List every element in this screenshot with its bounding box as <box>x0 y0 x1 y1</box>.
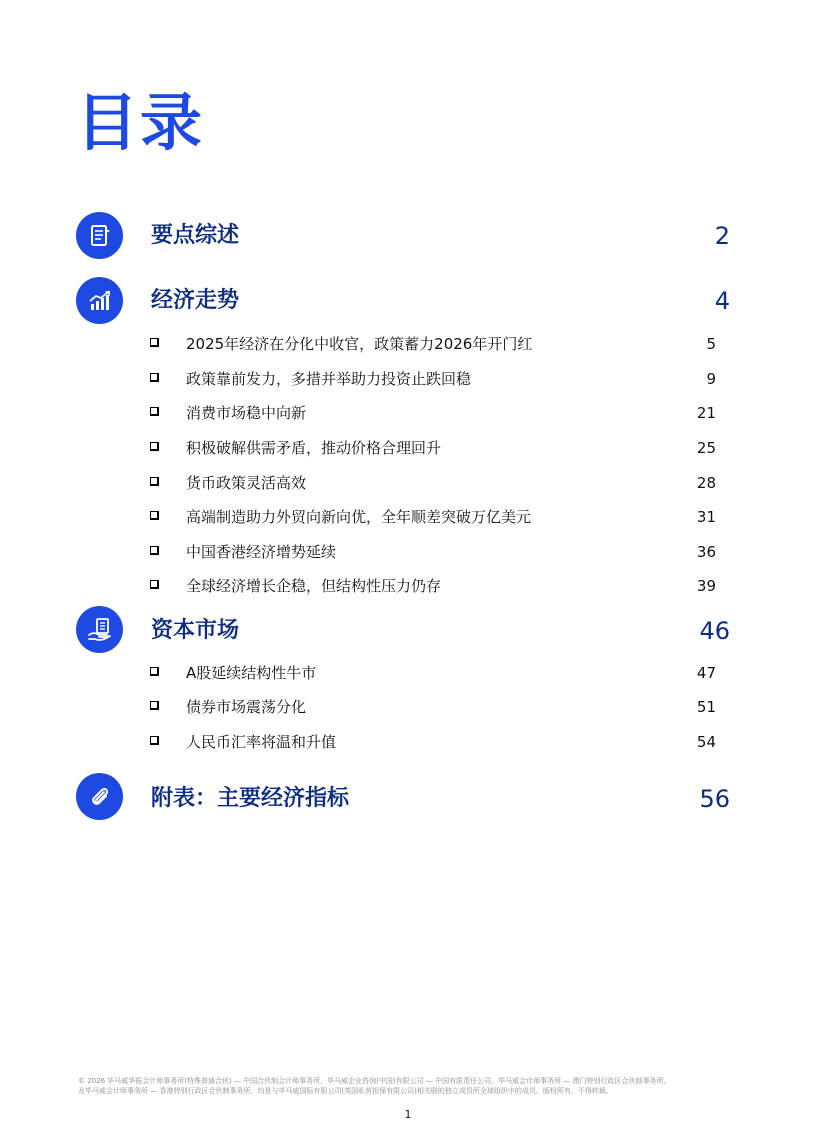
copyright-line: 及毕马威会计师事务所 — 香港特别行政区合伙制事务所，均是与毕马威国际有限公司(英国私营担保有限公司)相关联的独立成员所全球组织中的成员。版权所有，不得转载。 <box>78 1087 613 1095</box>
toc-item-label: 债券市场震荡分化 <box>186 698 307 716</box>
page-title: 目录 <box>76 86 205 159</box>
toc-item-page: 5 <box>706 335 716 353</box>
toc-item-page: 51 <box>696 698 716 716</box>
section-icon-circle <box>76 277 123 324</box>
hand-document-icon <box>86 616 114 644</box>
toc-item[interactable] <box>150 506 716 528</box>
copyright-notice <box>78 1076 740 1096</box>
section-page-number[interactable]: 56 <box>699 785 730 813</box>
checkbox-bullet-icon <box>150 580 159 589</box>
toc-item-label: A股延续结构性牛市 <box>186 664 317 682</box>
toc-item[interactable] <box>150 368 716 390</box>
toc-item-label: 中国香港经济增势延续 <box>186 543 337 561</box>
section-page-number[interactable]: 2 <box>714 222 730 250</box>
section-page-number[interactable]: 4 <box>714 287 730 315</box>
trending-chart-icon <box>87 288 113 314</box>
checkbox-bullet-icon <box>150 373 159 382</box>
checkbox-bullet-icon <box>150 701 159 710</box>
toc-item[interactable] <box>150 437 716 459</box>
toc-item[interactable] <box>150 696 716 718</box>
checkbox-bullet-icon <box>150 667 159 676</box>
toc-item[interactable] <box>150 541 716 563</box>
toc-item-label: 全球经济增长企稳，但结构性压力仍存 <box>186 577 442 595</box>
section-page-number[interactable]: 46 <box>699 617 730 645</box>
toc-item-label: 货币政策灵活高效 <box>186 474 307 492</box>
toc-item-label: 高端制造助力外贸向新向优，全年顺差突破万亿美元 <box>186 508 532 526</box>
toc-item-label: 政策靠前发力，多措并举助力投资止跌回稳 <box>186 370 472 388</box>
toc-item-page: 25 <box>696 439 716 457</box>
section-icon-circle <box>76 773 123 820</box>
toc-item-page: 36 <box>696 543 716 561</box>
toc-item[interactable] <box>150 662 716 684</box>
toc-item[interactable] <box>150 333 716 355</box>
section-title[interactable]: 经济走势 <box>151 288 240 313</box>
toc-item-page: 28 <box>696 474 716 492</box>
checkbox-bullet-icon <box>150 442 159 451</box>
section-title[interactable]: 资本市场 <box>151 618 240 643</box>
checkbox-bullet-icon <box>150 511 159 520</box>
toc-item-label: 2025年经济在分化中收官，政策蓄力2026年开门红 <box>186 335 533 353</box>
checkbox-bullet-icon <box>150 546 159 555</box>
toc-item-label: 人民币汇率将温和升值 <box>186 733 337 751</box>
toc-item-page: 39 <box>696 577 716 595</box>
copyright-line: © 2026 毕马威华振会计师事务所(特殊普通合伙) — 中国合伙制会计师事务所，毕马威企业咨询(中国)有限公司 — 中国有限责任公司，毕马威会计师事务所 — 澳门特别行政区合伙制事务所， <box>78 1077 671 1085</box>
checkbox-bullet-icon <box>150 338 159 347</box>
page-number: 1 <box>404 1108 412 1121</box>
toc-item-page: 21 <box>696 404 716 422</box>
toc-item-label: 积极破解供需矛盾，推动价格合理回升 <box>186 439 442 457</box>
section-title[interactable]: 要点综述 <box>151 223 240 248</box>
toc-item-page: 54 <box>696 733 716 751</box>
toc-item-page: 9 <box>706 370 716 388</box>
toc-item[interactable] <box>150 472 716 494</box>
document-icon <box>87 223 113 249</box>
checkbox-bullet-icon <box>150 736 159 745</box>
toc-item[interactable] <box>150 402 716 424</box>
section-icon-circle <box>76 212 123 259</box>
paperclip-icon <box>87 784 113 810</box>
section-title[interactable]: 附表：主要经济指标 <box>151 786 350 811</box>
toc-item[interactable] <box>150 731 716 753</box>
toc-item[interactable] <box>150 575 716 597</box>
section-icon-circle <box>76 606 123 653</box>
toc-item-page: 47 <box>696 664 716 682</box>
checkbox-bullet-icon <box>150 477 159 486</box>
checkbox-bullet-icon <box>150 407 159 416</box>
toc-item-label: 消费市场稳中向新 <box>186 404 307 422</box>
toc-item-page: 31 <box>696 508 716 526</box>
